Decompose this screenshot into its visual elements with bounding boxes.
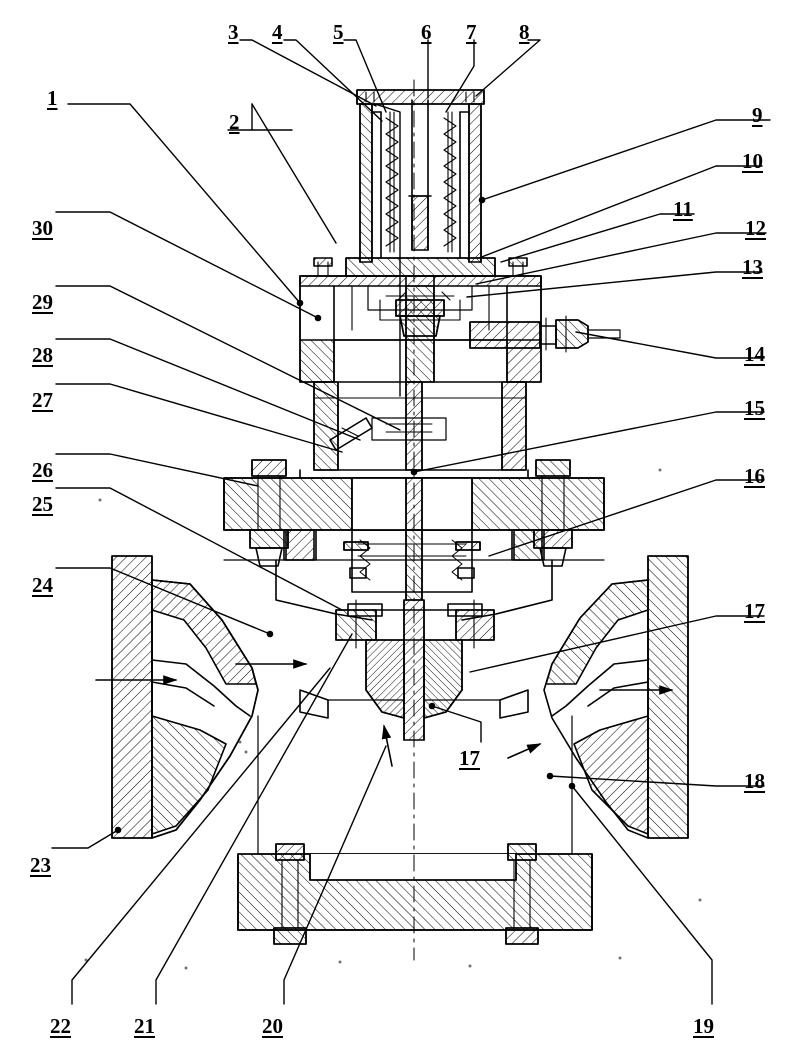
actuator-housing-group bbox=[300, 258, 620, 382]
callout-14: 14 bbox=[744, 342, 765, 366]
callout-4: 4 bbox=[272, 20, 283, 44]
callout-22: 22 bbox=[50, 1014, 71, 1038]
callout-28: 28 bbox=[32, 343, 53, 367]
callout-5: 5 bbox=[333, 20, 344, 44]
callout-17: 17 bbox=[744, 599, 765, 623]
callout-27: 27 bbox=[32, 388, 53, 412]
callout-1: 1 bbox=[47, 86, 58, 110]
callout-2: 2 bbox=[229, 110, 240, 134]
callout-23: 23 bbox=[30, 853, 51, 877]
callout-11: 11 bbox=[673, 197, 693, 221]
callout-16: 16 bbox=[744, 464, 765, 488]
callout-21: 21 bbox=[134, 1014, 155, 1038]
callout-26: 26 bbox=[32, 458, 53, 482]
callout-18: 18 bbox=[744, 769, 765, 793]
spring-housing-group bbox=[346, 90, 495, 276]
callout-19: 19 bbox=[693, 1014, 714, 1038]
callout-29: 29 bbox=[32, 290, 53, 314]
callout-13: 13 bbox=[742, 255, 763, 279]
valve-body-group bbox=[112, 556, 688, 944]
callout-24: 24 bbox=[32, 573, 53, 597]
balance-spring-group bbox=[344, 530, 480, 600]
callout-10: 10 bbox=[742, 149, 763, 173]
callout-15: 15 bbox=[744, 396, 765, 420]
callout-8: 8 bbox=[519, 20, 530, 44]
callout-3: 3 bbox=[228, 20, 239, 44]
callout-17-lower: 17 bbox=[459, 746, 480, 770]
yoke-group bbox=[314, 382, 526, 470]
callout-12: 12 bbox=[745, 216, 766, 240]
callout-30: 30 bbox=[32, 216, 53, 240]
callout-25: 25 bbox=[32, 492, 53, 516]
callout-20: 20 bbox=[262, 1014, 283, 1038]
callout-7: 7 bbox=[466, 20, 477, 44]
callout-6: 6 bbox=[421, 20, 432, 44]
callout-9: 9 bbox=[752, 103, 763, 127]
